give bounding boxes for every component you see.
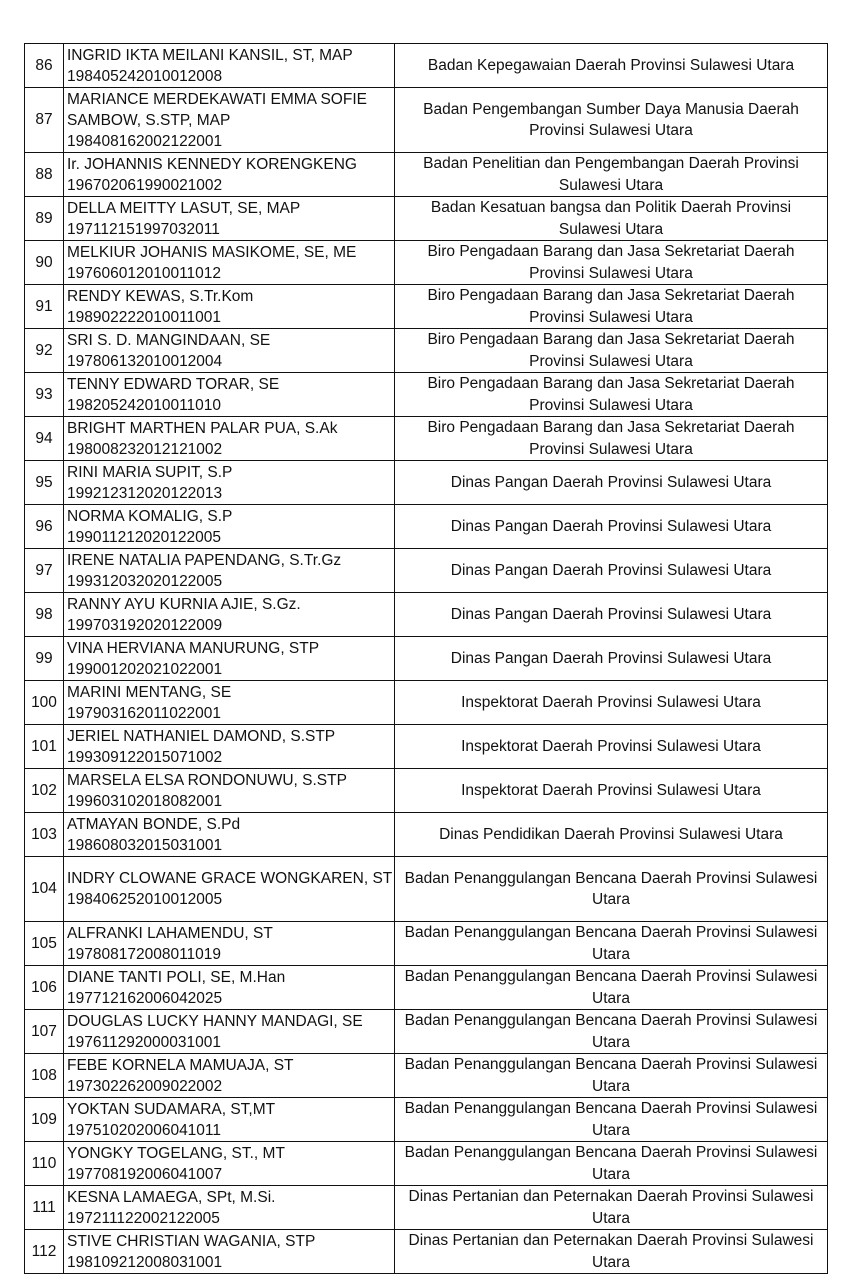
- row-number: 109: [25, 1098, 64, 1142]
- row-number: 96: [25, 505, 64, 549]
- table-row: [25, 329, 828, 373]
- employee-cell: [64, 966, 395, 1010]
- employee-cell: [64, 1098, 395, 1142]
- employee-name: BRIGHT MARTHEN PALAR PUA, S.Ak: [67, 419, 338, 437]
- employee-name: IRENE NATALIA PAPENDANG, S.Tr.Gz: [67, 551, 342, 569]
- row-number: 105: [25, 922, 64, 966]
- row-number: 97: [25, 549, 64, 593]
- agency-unit: Dinas Pangan Daerah Provinsi Sulawesi Utara: [395, 637, 828, 681]
- table-row: [25, 549, 828, 593]
- table-row: [25, 1230, 828, 1274]
- employee-cell: [64, 153, 395, 197]
- row-number: 95: [25, 461, 64, 505]
- row-number: 86: [25, 44, 64, 88]
- row-number: 100: [25, 681, 64, 725]
- agency-unit: Dinas Pangan Daerah Provinsi Sulawesi Utara: [395, 549, 828, 593]
- table-row: [25, 637, 828, 681]
- row-number: 91: [25, 285, 64, 329]
- employee-nip: 199001202021022001: [67, 660, 223, 678]
- table-row: [25, 1010, 828, 1054]
- employee-cell: [64, 813, 395, 857]
- table-row: [25, 681, 828, 725]
- row-number: 88: [25, 153, 64, 197]
- table-row: [25, 44, 828, 88]
- employee-name: RANNY AYU KURNIA AJIE, S.Gz.: [67, 595, 301, 613]
- employee-name: DELLA MEITTY LASUT, SE, MAP: [67, 199, 301, 217]
- employee-nip: 198406252010012005: [67, 891, 223, 908]
- employee-cell: [64, 461, 395, 505]
- employee-cell: [64, 922, 395, 966]
- employee-nip: 198008232012121002: [67, 440, 223, 458]
- table-row: [25, 505, 828, 549]
- table-row: [25, 813, 828, 857]
- employee-nip: 197712162006042025: [67, 989, 223, 1007]
- table-row: [25, 1142, 828, 1186]
- agency-unit: Badan Penelitian dan Pengembangan Daerah Provinsi Sulawesi Utara: [395, 153, 828, 197]
- employee-cell: [64, 373, 395, 417]
- employee-name: YONGKY TOGELANG, ST., MT: [67, 1144, 285, 1162]
- row-number: 108: [25, 1054, 64, 1098]
- employee-cell: [64, 505, 395, 549]
- employee-name: RENDY KEWAS, S.Tr.Kom: [67, 287, 254, 305]
- table-row: [25, 725, 828, 769]
- employee-cell: [64, 637, 395, 681]
- employee-nip: 197708192006041007: [67, 1165, 223, 1183]
- employee-nip: 198405242010012008: [67, 67, 223, 85]
- employee-name: VINA HERVIANA MANURUNG, STP: [67, 639, 320, 657]
- employee-nip: 197510202006041011: [67, 1121, 222, 1139]
- employee-name: RINI MARIA SUPIT, S.P: [67, 463, 233, 481]
- employee-name: Ir. JOHANNIS KENNEDY KORENGKENG: [67, 155, 357, 173]
- employee-name: ATMAYAN BONDE, S.Pd: [67, 815, 241, 833]
- agency-unit: Inspektorat Daerah Provinsi Sulawesi Utara: [395, 681, 828, 725]
- employee-name: FEBE KORNELA MAMUAJA, ST: [67, 1056, 294, 1074]
- row-number: 87: [25, 88, 64, 153]
- agency-unit: Dinas Pertanian dan Peternakan Daerah Provinsi Sulawesi Utara: [395, 1230, 828, 1274]
- employee-cell: [64, 417, 395, 461]
- row-number: 104: [25, 857, 64, 922]
- employee-nip: 197611292000031001: [67, 1033, 222, 1051]
- table-row: [25, 922, 828, 966]
- agency-unit: Badan Penanggulangan Bencana Daerah Provinsi Sulawesi Utara: [395, 966, 828, 1010]
- table-row: [25, 417, 828, 461]
- employee-cell: [64, 285, 395, 329]
- employee-nip: 197806132010012004: [67, 352, 223, 370]
- agency-unit: Dinas Pangan Daerah Provinsi Sulawesi Utara: [395, 505, 828, 549]
- agency-unit: Dinas Pangan Daerah Provinsi Sulawesi Utara: [395, 593, 828, 637]
- employee-nip: 199212312020122013: [67, 484, 223, 502]
- employee-cell: [64, 725, 395, 769]
- row-number: 93: [25, 373, 64, 417]
- employee-nip: 199703192020122009: [67, 616, 223, 634]
- table-row: [25, 241, 828, 285]
- row-number: 92: [25, 329, 64, 373]
- employee-nip: 197606012010011012: [67, 264, 222, 282]
- agency-unit: Badan Kesatuan bangsa dan Politik Daerah Provinsi Sulawesi Utara: [395, 197, 828, 241]
- row-number: 89: [25, 197, 64, 241]
- employee-cell: [64, 593, 395, 637]
- employee-nip: 196702061990021002: [67, 176, 223, 194]
- row-number: 94: [25, 417, 64, 461]
- table-row: [25, 593, 828, 637]
- agency-unit: Biro Pengadaan Barang dan Jasa Sekretariat Daerah Provinsi Sulawesi Utara: [395, 417, 828, 461]
- table-row: [25, 88, 828, 153]
- employee-name: DIANE TANTI POLI, SE, M.Han: [67, 968, 286, 986]
- row-number: 112: [25, 1230, 64, 1274]
- agency-unit: Dinas Pertanian dan Peternakan Daerah Provinsi Sulawesi Utara: [395, 1186, 828, 1230]
- row-number: 107: [25, 1010, 64, 1054]
- row-number: 98: [25, 593, 64, 637]
- table-row: [25, 373, 828, 417]
- employee-name: KESNA LAMAEGA, SPt, M.Si.: [67, 1188, 276, 1206]
- employee-cell: [64, 329, 395, 373]
- row-number: 110: [25, 1142, 64, 1186]
- table-row: [25, 769, 828, 813]
- employee-nip: 198408162002122001: [67, 132, 223, 150]
- employee-name: STIVE CHRISTIAN WAGANIA, STP: [67, 1232, 316, 1250]
- agency-unit: Dinas Pendidikan Daerah Provinsi Sulawesi Utara: [395, 813, 828, 857]
- table-row: [25, 1186, 828, 1230]
- employee-cell: [64, 241, 395, 285]
- employee-name: INGRID IKTA MEILANI KANSIL, ST, MAP: [67, 46, 353, 64]
- table-row: [25, 153, 828, 197]
- row-number: 103: [25, 813, 64, 857]
- employee-nip: 199011212020122005: [67, 528, 222, 546]
- employee-nip: 199603102018082001: [67, 792, 223, 810]
- employee-name: MARINI MENTANG, SE: [67, 683, 232, 701]
- employee-nip: 199312032020122005: [67, 572, 223, 590]
- employee-table-page: [24, 43, 828, 1274]
- employee-table: [24, 43, 828, 1274]
- employee-cell: [64, 1010, 395, 1054]
- table-row: [25, 461, 828, 505]
- employee-nip: 198109212008031001: [67, 1253, 223, 1271]
- agency-unit: Badan Penanggulangan Bencana Daerah Provinsi Sulawesi Utara: [395, 1054, 828, 1098]
- table-row: [25, 285, 828, 329]
- employee-cell: [64, 197, 395, 241]
- employee-name: YOKTAN SUDAMARA, ST,MT: [67, 1100, 276, 1118]
- employee-cell: [64, 44, 395, 88]
- employee-name: JERIEL NATHANIEL DAMOND, S.STP: [67, 727, 336, 745]
- row-number: 111: [25, 1186, 64, 1230]
- employee-cell: [64, 769, 395, 813]
- agency-unit: Badan Pengembangan Sumber Daya Manusia Daerah Provinsi Sulawesi Utara: [395, 88, 828, 153]
- employee-cell: [64, 1142, 395, 1186]
- employee-nip: 197211122002122005: [67, 1209, 220, 1227]
- agency-unit: Inspektorat Daerah Provinsi Sulawesi Utara: [395, 725, 828, 769]
- employee-name: INDRY CLOWANE GRACE WONGKAREN, ST: [67, 870, 393, 887]
- table-row: [25, 857, 828, 922]
- row-number: 99: [25, 637, 64, 681]
- agency-unit: Badan Kepegawaian Daerah Provinsi Sulawesi Utara: [395, 44, 828, 88]
- employee-nip: 197302262009022002: [67, 1077, 223, 1095]
- employee-name: ALFRANKI LAHAMENDU, ST: [67, 924, 273, 942]
- employee-cell: [64, 1054, 395, 1098]
- employee-name: TENNY EDWARD TORAR, SE: [67, 375, 280, 393]
- employee-name: MARSELA ELSA RONDONUWU, S.STP: [67, 771, 347, 789]
- row-number: 90: [25, 241, 64, 285]
- employee-name: MELKIUR JOHANIS MASIKOME, SE, ME: [67, 243, 357, 261]
- employee-name: MARIANCE MERDEKAWATI EMMA SOFIE SAMBOW, S.STP, MAP: [67, 90, 367, 129]
- employee-table-body: [25, 44, 828, 1274]
- agency-unit: Dinas Pangan Daerah Provinsi Sulawesi Utara: [395, 461, 828, 505]
- employee-cell: [64, 549, 395, 593]
- table-row: [25, 966, 828, 1010]
- agency-unit: Badan Penanggulangan Bencana Daerah Provinsi Sulawesi Utara: [395, 1098, 828, 1142]
- employee-cell: [64, 88, 395, 153]
- table-row: [25, 1054, 828, 1098]
- employee-nip: 198608032015031001: [67, 836, 223, 854]
- employee-cell: [64, 1230, 395, 1274]
- employee-nip: 199309122015071002: [67, 748, 223, 766]
- employee-nip: 198902222010011001: [67, 308, 222, 326]
- row-number: 106: [25, 966, 64, 1010]
- employee-name: DOUGLAS LUCKY HANNY MANDAGI, SE: [67, 1012, 363, 1030]
- employee-nip: 198205242010011010: [67, 396, 222, 414]
- employee-name: NORMA KOMALIG, S.P: [67, 507, 233, 525]
- agency-unit: Badan Penanggulangan Bencana Daerah Provinsi Sulawesi Utara: [395, 1142, 828, 1186]
- table-row: [25, 197, 828, 241]
- agency-unit: Biro Pengadaan Barang dan Jasa Sekretariat Daerah Provinsi Sulawesi Utara: [395, 285, 828, 329]
- employee-nip: 197808172008011019: [67, 945, 222, 963]
- employee-cell: [64, 681, 395, 725]
- agency-unit: Badan Penanggulangan Bencana Daerah Provinsi Sulawesi Utara: [395, 1010, 828, 1054]
- table-row: [25, 1098, 828, 1142]
- agency-unit: Biro Pengadaan Barang dan Jasa Sekretariat Daerah Provinsi Sulawesi Utara: [395, 373, 828, 417]
- employee-name: SRI S. D. MANGINDAAN, SE: [67, 331, 271, 349]
- employee-cell: [64, 857, 395, 922]
- employee-cell: [64, 1186, 395, 1230]
- row-number: 102: [25, 769, 64, 813]
- agency-unit: Biro Pengadaan Barang dan Jasa Sekretariat Daerah Provinsi Sulawesi Utara: [395, 329, 828, 373]
- row-number: 101: [25, 725, 64, 769]
- agency-unit: Badan Penanggulangan Bencana Daerah Provinsi Sulawesi Utara: [395, 922, 828, 966]
- agency-unit: Biro Pengadaan Barang dan Jasa Sekretariat Daerah Provinsi Sulawesi Utara: [395, 241, 828, 285]
- agency-unit: Badan Penanggulangan Bencana Daerah Provinsi Sulawesi Utara: [395, 857, 828, 922]
- employee-nip: 197903162011022001: [67, 704, 222, 722]
- employee-nip: 197112151997032011: [67, 220, 220, 238]
- agency-unit: Inspektorat Daerah Provinsi Sulawesi Utara: [395, 769, 828, 813]
